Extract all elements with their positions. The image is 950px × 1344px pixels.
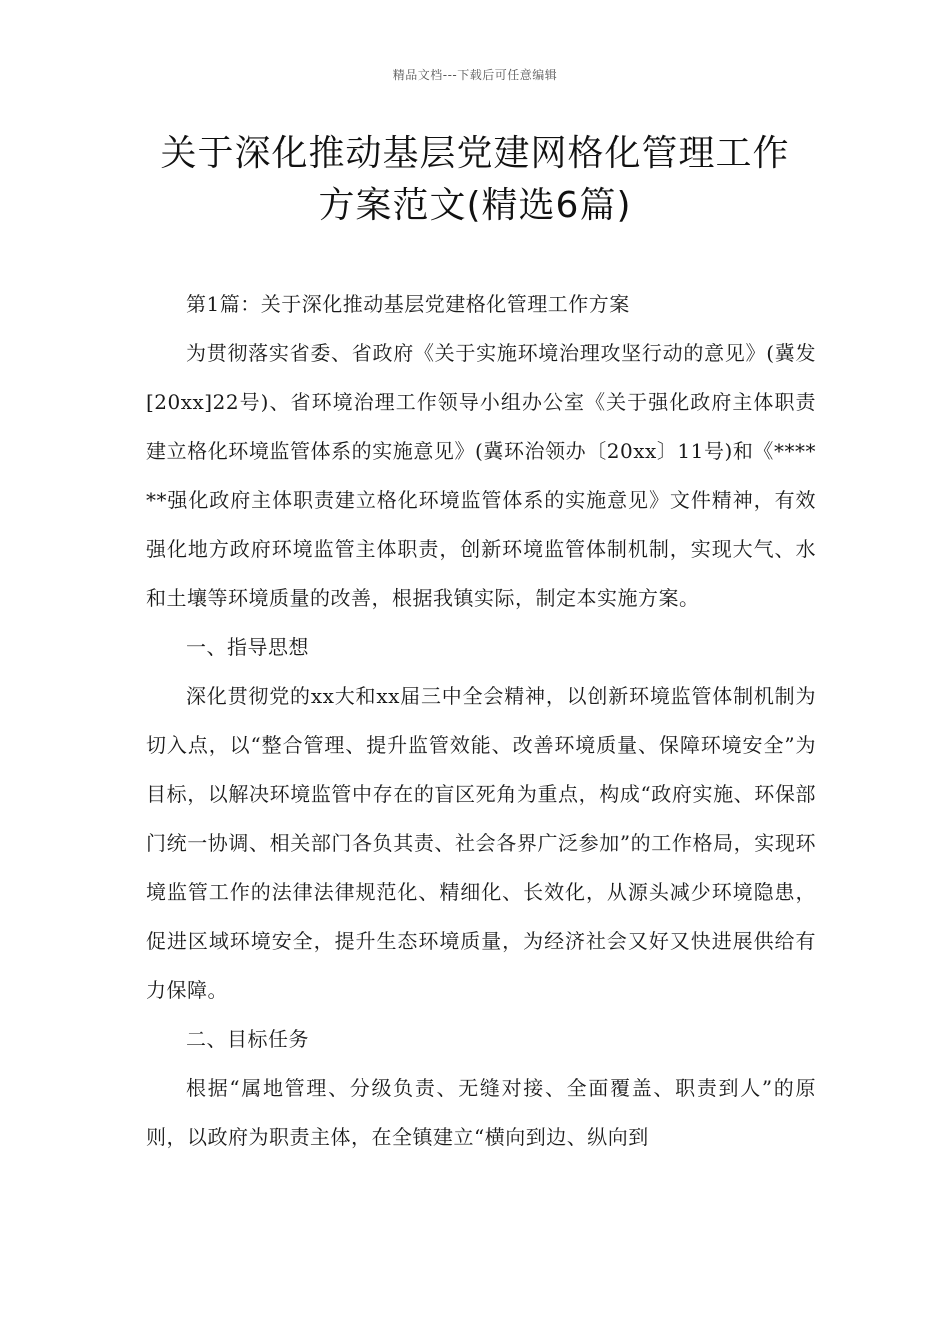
guiding-ideology-paragraph: 深化贯彻党的xx大和xx届三中全会精神，以创新环境监管体制机制为切入点，以“整合管理、提升监管效能、改善环境质量、保障环境安全”为目标，以解决环境监管中存在的盲区死角为重点，构成“政府实施、环保部门统一协调、相关部门各负其责、社会各界广泛参加”的工作格局，实现环境监管工作的法律法律规范化、精细化、长效化，从源头减少环境隐患，促进区域环境安全，提升生态环境质量，为经济社会又好又快进展供给有力保障。 <box>146 684 816 1002</box>
section-heading-part-1: 第1篇：关于深化推动基层党建格化管理工作方案 <box>186 292 630 316</box>
document-body <box>146 280 816 1162</box>
section-heading-targets: 二、目标任务 <box>186 1027 309 1051</box>
header-note: 精品文档---下载后可任意编辑 <box>392 68 558 82</box>
targets-paragraph: 根据“属地管理、分级负责、无缝对接、全面覆盖、职责到人”的原则，以政府为职责主体，在全镇建立“横向到边、纵向到 <box>146 1076 816 1149</box>
title-line-2: 方案范文(精选6篇) <box>318 185 632 226</box>
title-line-1: 关于深化推动基层党建网格化管理工作 <box>160 133 790 174</box>
document-title <box>100 128 850 232</box>
intro-paragraph: 为贯彻落实省委、省政府《关于实施环境治理攻坚行动的意见》(冀发[20xx]22号)、省环境治理工作领导小组办公室《关于强化政府主体职责建立格化环境监管体系的实施意见》(冀环治领办〔20xx〕11号)和《******强化政府主体职责建立格化环境监管体系的实施意见》文件精神，有效强化地方政府环境监管主体职责，创新环境监管体制机制，实现大气、水和土壤等环境质量的改善，根据我镇实际，制定本实施方案。 <box>146 341 816 610</box>
section-heading-guiding-ideology: 一、指导思想 <box>186 635 309 659</box>
